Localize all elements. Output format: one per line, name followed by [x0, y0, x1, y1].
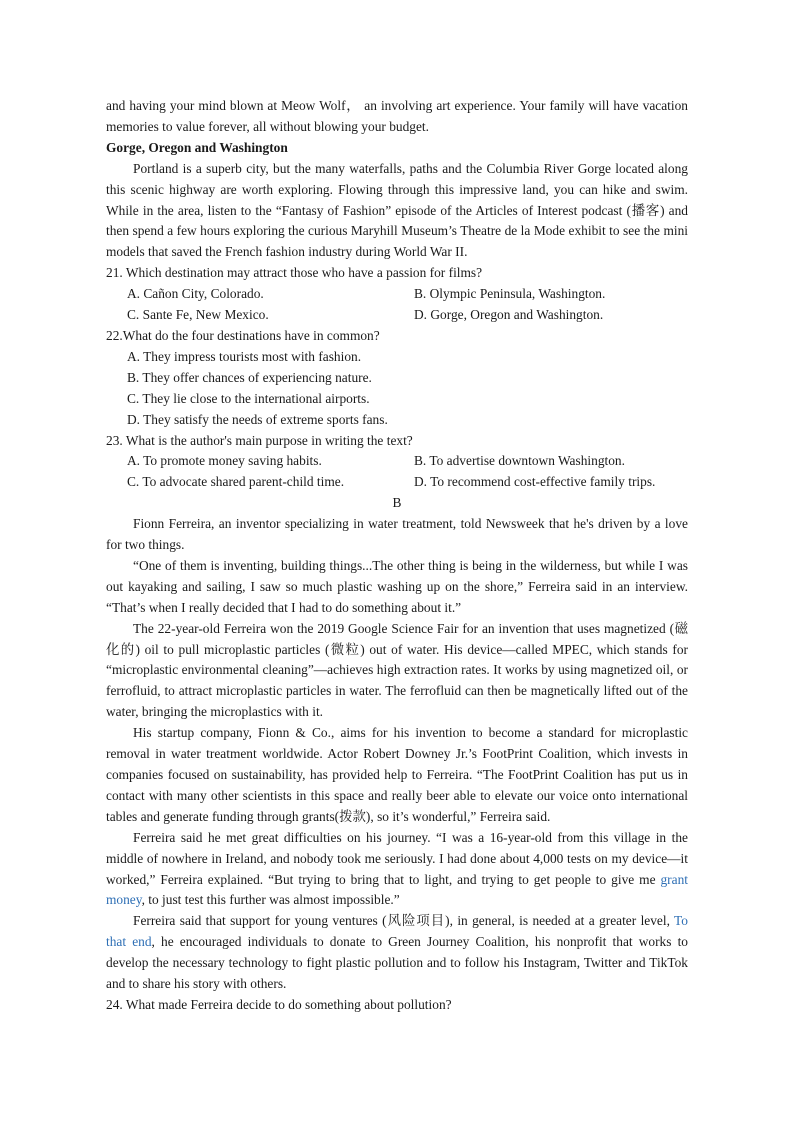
question-22-stem: 22.What do the four destinations have in common?	[106, 327, 380, 343]
intro-paragraph: and having your mind blown at Meow Wolf， an involving art experience. Your family will have vacation memories to value forever, all without blowing your budget.	[106, 98, 688, 134]
passage-b-paragraph-5	[106, 828, 688, 912]
highlighted-phrase-grant-money: grant money	[106, 871, 688, 908]
question-23-options-row-2	[106, 472, 688, 493]
section-b-label: B	[392, 495, 402, 511]
passage-b-paragraph-6	[106, 911, 688, 995]
paragraph-5-text-before: Ferreira said he met great difficulties on his journey. “I was a 16-year-old from this village in the middle of nowhere in Ireland, and nobody took me seriously. I had done about 4,000 tests on my device—it worked,” Ferreira explained. “But trying to bring that to light, and trying to get people to give me	[106, 829, 688, 887]
question-23-option-b: B. To advertise downtown Washington.	[414, 453, 625, 469]
question-23-options-row-1	[106, 451, 688, 472]
question-22-option-c: C. They lie close to the international airports.	[127, 390, 370, 406]
question-22-option-b: B. They offer chances of experiencing nature.	[127, 369, 372, 385]
question-21-stem: 21. Which destination may attract those who have a passion for films?	[106, 265, 483, 281]
question-23-option-a: A. To promote money saving habits.	[127, 453, 322, 469]
question-21-option-c: C. Sante Fe, New Mexico.	[127, 307, 269, 323]
passage-b-paragraph-2: “One of them is inventing, building things...The other thing is being in the wilderness, but while I was out kayaking and sailing, I saw so much plastic washing up on the shore,” Ferreira said in an interview. “That’s when I really decided that I had to do something about it.”	[106, 557, 688, 615]
paragraph-6-text-after: , he encouraged individuals to donate to Green Journey Coalition, his nonprofit that works to develop the necessary technology to fight plastic pollution and to follow his Instagram, Twitter and TikTok and to share his story with others.	[106, 934, 688, 992]
question-22-option-d: D. They satisfy the needs of extreme sports fans.	[127, 411, 388, 427]
question-23-stem: 23. What is the author's main purpose in writing the text?	[106, 432, 413, 448]
passage-b-paragraph-4: His startup company, Fionn & Co., aims for his invention to become a standard for microplastic removal in water treatment worldwide. Actor Robert Downey Jr.’s FootPrint Coalition, which invests in companies focused on sustainability, has provided help to Ferreira. “The FootPrint Coalition has put us in contact with many other scientists in this space and really beer able to elevate our voice onto international tables and generate funding through grants(拨款), so it’s wonderful,” Ferreira said.	[106, 725, 688, 824]
question-21-option-b: B. Olympic Peninsula, Washington.	[414, 286, 606, 302]
question-21-option-d: D. Gorge, Oregon and Washington.	[414, 307, 604, 323]
question-21-options-row-2	[106, 305, 688, 326]
exam-page	[106, 96, 688, 1016]
paragraph-5-text-after: , to just test this further was almost impossible.”	[141, 892, 400, 908]
gorge-heading: Gorge, Oregon and Washington	[106, 139, 288, 155]
question-21-options-row-1	[106, 284, 688, 305]
question-23-option-c: C. To advocate shared parent-child time.	[127, 474, 345, 490]
gorge-paragraph: Portland is a superb city, but the many waterfalls, paths and the Columbia River Gorge located along this scenic highway are worth exploring. Flowing through this impressive land, you can hike and swim. While in the area, listen to the “Fantasy of Fashion” episode of the Articles of Interest podcast (播客) and then spend a few hours exploring the curious Maryhill Museum’s Theatre de la Mode exhibit to see the mini models that saved the French fashion industry during World War II.	[106, 160, 688, 260]
paragraph-6-text-before: Ferreira said that support for young ventures (风险项目), in general, is needed at a greater level,	[133, 913, 675, 929]
question-21-option-a: A. Cañon City, Colorado.	[127, 286, 264, 302]
highlighted-phrase-to-that-end: To that end	[106, 913, 688, 950]
question-24-stem: 24. What made Ferreira decide to do something about pollution?	[106, 996, 452, 1012]
question-22-option-a: A. They impress tourists most with fashion.	[127, 348, 362, 364]
passage-b-paragraph-1: Fionn Ferreira, an inventor specializing in water treatment, told Newsweek that he's driven by a love for two things.	[106, 516, 688, 553]
question-23-option-d: D. To recommend cost-effective family trips.	[414, 474, 656, 490]
passage-b-paragraph-3: The 22-year-old Ferreira won the 2019 Google Science Fair for an invention that uses magnetized (磁化的) oil to pull microplastic particles (微粒) out of water. His device—called MPEC, which stands for “microplastic environmental cleaning”—achieves high extraction rates. It works by using magnetized oil, or ferrofluid, to attract microplastic particles in water. The ferrofluid can then be magnetically lifted out of the water, bringing the microplastics with it.	[106, 620, 688, 720]
